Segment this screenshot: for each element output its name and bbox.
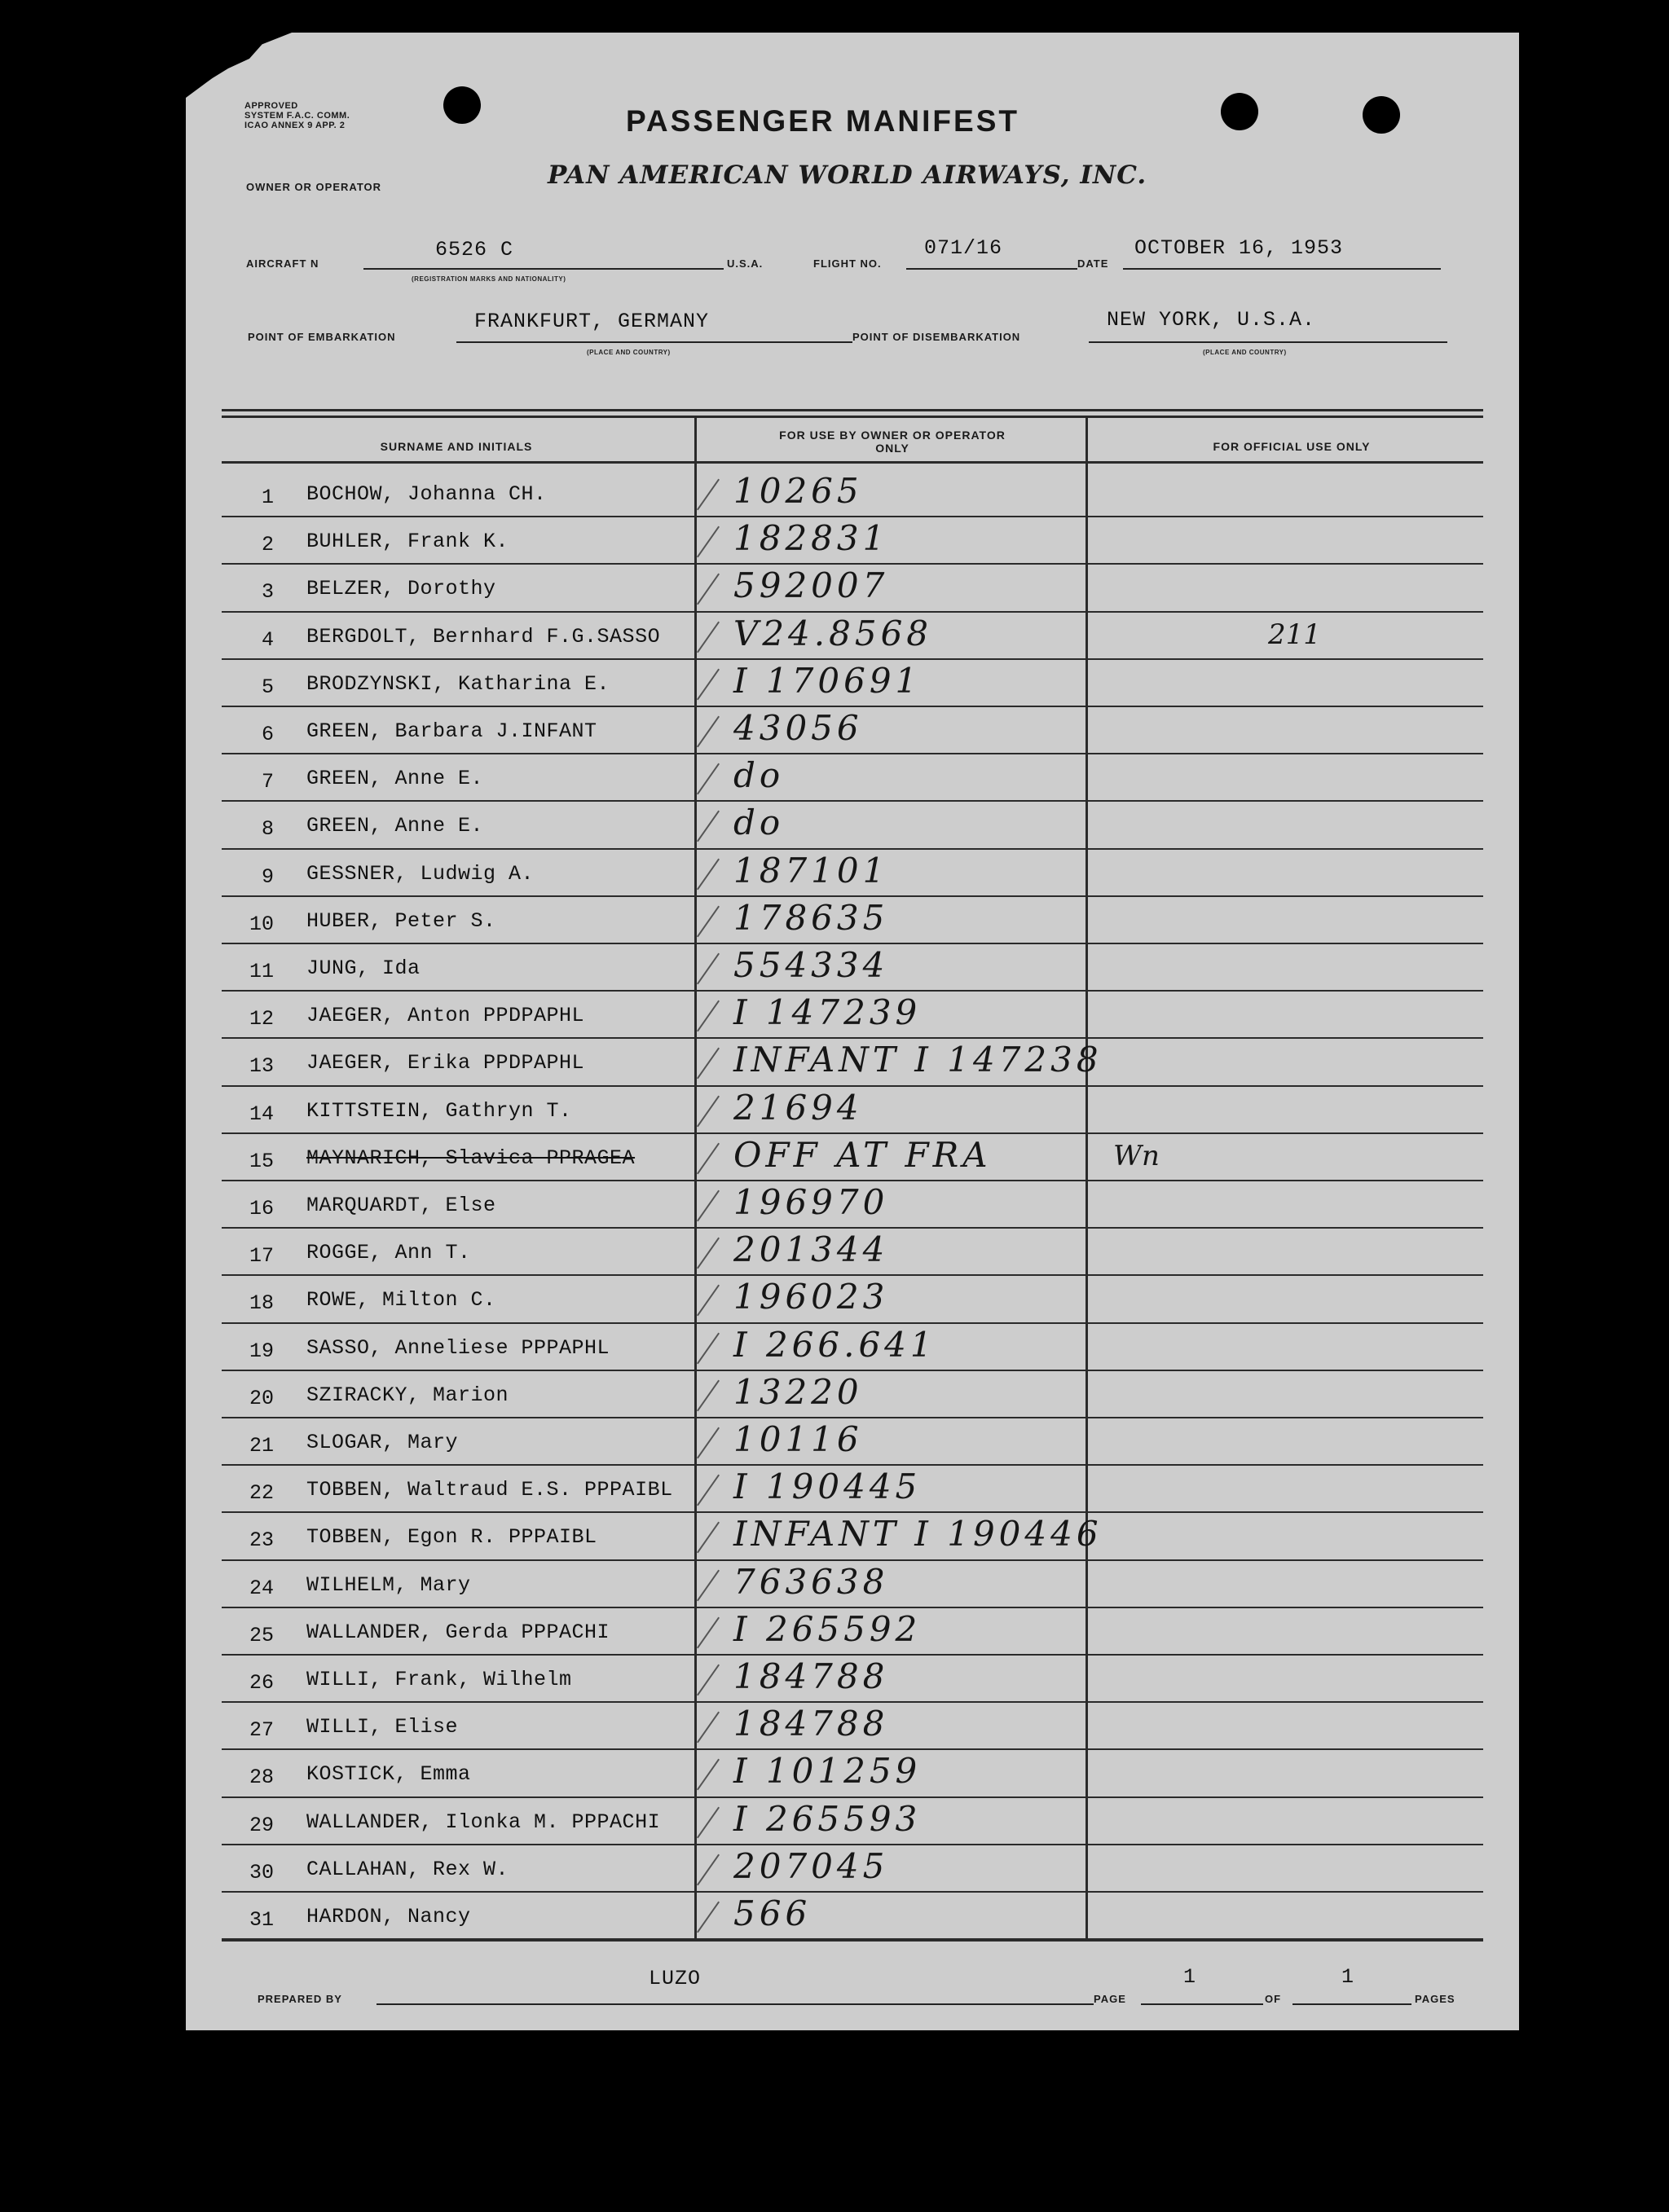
table-top-rule — [222, 409, 1483, 411]
row-number: 2 — [261, 533, 274, 557]
row-rule — [222, 1511, 1483, 1513]
row-number: 29 — [249, 1813, 274, 1837]
date-underline — [1123, 268, 1441, 270]
handwritten-number: 13220 — [733, 1371, 863, 1412]
passenger-name: ROGGE, Ann T. — [306, 1241, 471, 1265]
passenger-name: KITTSTEIN, Gathryn T. — [306, 1098, 572, 1123]
row-number: 16 — [249, 1197, 274, 1220]
row-number: 24 — [249, 1576, 274, 1600]
handwritten-number: I 147239 — [733, 992, 922, 1033]
flight-underline — [906, 268, 1077, 270]
column-divider-2 — [1086, 416, 1088, 1941]
handwritten-number: 10265 — [733, 471, 863, 511]
row-rule — [222, 753, 1483, 754]
official-note: 211 — [1268, 618, 1321, 651]
row-rule — [222, 1796, 1483, 1798]
row-rule — [222, 1748, 1483, 1750]
row-rule — [222, 1132, 1483, 1134]
table-top-rule-2 — [222, 416, 1483, 418]
passenger-name: JAEGER, Anton PPDPAPHL — [306, 1004, 585, 1028]
prepared-value: LUZO — [649, 1967, 702, 1990]
row-rule — [222, 611, 1483, 613]
row-rule — [222, 1322, 1483, 1324]
row-rule — [222, 1464, 1483, 1466]
row-number: 5 — [261, 675, 274, 699]
handwritten-number: 178635 — [733, 897, 889, 938]
flight-value: 071/16 — [924, 236, 1003, 260]
passenger-name: SLOGAR, Mary — [306, 1431, 459, 1454]
aircraft-label: AIRCRAFT N — [246, 257, 319, 270]
passenger-name: BERGDOLT, Bernhard F.G.SASSO — [306, 624, 661, 649]
row-number: 1 — [261, 486, 274, 509]
handwritten-number: I 190445 — [733, 1467, 922, 1507]
row-number: 14 — [249, 1102, 274, 1126]
row-number: 13 — [249, 1054, 274, 1079]
row-rule — [222, 1701, 1483, 1703]
row-rule — [222, 516, 1483, 517]
handwritten-number: 187101 — [733, 850, 889, 891]
date-value: OCTOBER 16, 1953 — [1134, 236, 1344, 260]
row-rule — [222, 1607, 1483, 1608]
row-rule — [222, 563, 1483, 565]
page-title: PASSENGER MANIFEST — [626, 104, 1019, 138]
approval-block — [244, 101, 350, 130]
row-number: 15 — [249, 1149, 274, 1173]
handwritten-number: INFANT I 190446 — [733, 1514, 1103, 1555]
row-number: 20 — [249, 1386, 274, 1410]
disembark-value: NEW YORK, U.S.A. — [1107, 308, 1316, 332]
passenger-name: WALLANDER, Ilonka M. PPPACHI — [306, 1810, 661, 1834]
punch-hole-right-1 — [1221, 93, 1258, 130]
handwritten-number: INFANT I 147238 — [733, 1040, 1103, 1080]
official-note: Wn — [1113, 1139, 1160, 1172]
handwritten-number: 21694 — [733, 1087, 863, 1128]
approval-line: APPROVED — [244, 101, 298, 111]
handwritten-number: 196970 — [733, 1182, 889, 1222]
row-number: 22 — [249, 1481, 274, 1506]
disembark-underline — [1089, 341, 1447, 343]
handwritten-number: 566 — [733, 1893, 812, 1933]
passenger-name: HARDON, Nancy — [306, 1905, 471, 1928]
passenger-name: JAEGER, Erika PPDPAPHL — [306, 1051, 585, 1075]
row-number: 25 — [249, 1623, 274, 1647]
handwritten-number: 207045 — [733, 1845, 889, 1886]
row-number: 19 — [249, 1339, 274, 1363]
disembark-sub: (PLACE AND COUNTRY) — [1203, 349, 1287, 356]
passenger-name: BOCHOW, Johanna CH. — [306, 482, 547, 506]
row-number: 21 — [249, 1434, 274, 1458]
passenger-name: TOBBEN, Waltraud E.S. PPPAIBL — [306, 1478, 673, 1502]
passenger-name: JUNG, Ida — [306, 956, 421, 980]
passenger-name: BELZER, Dorothy — [306, 577, 496, 601]
handwritten-number: 554334 — [733, 945, 889, 985]
handwritten-number: 43056 — [733, 708, 863, 748]
row-number: 28 — [249, 1766, 274, 1790]
aircraft-value: 6526 C — [435, 238, 514, 262]
prepared-underline — [377, 2003, 1094, 2005]
passenger-name: GREEN, Anne E. — [306, 767, 484, 791]
handwritten-number: 592007 — [733, 565, 889, 606]
handwritten-number: I 170691 — [733, 660, 922, 701]
passenger-name: GREEN, Anne E. — [306, 814, 484, 838]
row-number: 7 — [261, 770, 274, 794]
handwritten-number: OFF AT FRA — [733, 1134, 992, 1175]
row-rule — [222, 706, 1483, 707]
handwritten-number: 10116 — [733, 1419, 863, 1459]
passenger-name: GREEN, Barbara J.INFANT — [306, 719, 597, 743]
embark-underline — [456, 341, 852, 343]
passenger-name: ROWE, Milton C. — [306, 1288, 496, 1313]
aircraft-sub: (REGISTRATION MARKS AND NATIONALITY) — [412, 275, 566, 283]
row-number: 8 — [261, 817, 274, 842]
passenger-name: HUBER, Peter S. — [306, 908, 496, 933]
pages-label: PAGES — [1415, 1993, 1455, 2005]
row-rule — [222, 1844, 1483, 1845]
passenger-name: SASSO, Anneliese PPPAPHL — [306, 1335, 610, 1360]
embark-sub: (PLACE AND COUNTRY) — [587, 349, 671, 356]
row-rule — [222, 1891, 1483, 1893]
passenger-name: GESSNER, Ludwig A. — [306, 861, 535, 886]
passenger-name: MARQUARDT, Else — [306, 1194, 496, 1217]
aircraft-underline — [363, 268, 724, 270]
row-rule — [222, 848, 1483, 850]
handwritten-number: 763638 — [733, 1561, 889, 1602]
row-number: 31 — [249, 1908, 274, 1932]
passenger-name: TOBBEN, Egon R. PPPAIBL — [306, 1525, 597, 1550]
punch-hole-right-2 — [1363, 96, 1400, 134]
approval-line: SYSTEM F.A.C. COMM. — [244, 111, 350, 121]
row-number: 27 — [249, 1718, 274, 1743]
column-divider-1 — [694, 416, 697, 1941]
row-number: 11 — [249, 960, 274, 983]
passenger-name: CALLAHAN, Rex W. — [306, 1857, 509, 1881]
table-header-rule — [222, 461, 1483, 464]
passenger-name: WILLI, Elise — [306, 1715, 459, 1739]
passenger-name: WALLANDER, Gerda PPPACHI — [306, 1620, 610, 1644]
handwritten-number: 182831 — [733, 518, 889, 559]
row-rule — [222, 800, 1483, 802]
page-value: 1 — [1183, 1965, 1197, 1989]
handwritten-number: I 101259 — [733, 1751, 922, 1792]
row-number: 26 — [249, 1671, 274, 1695]
passenger-name: SZIRACKY, Marion — [306, 1383, 509, 1407]
row-number: 4 — [261, 627, 274, 652]
handwritten-number: 201344 — [733, 1229, 889, 1270]
embark-label: POINT OF EMBARKATION — [248, 331, 396, 343]
airline-name: PAN AMERICAN WORLD AIRWAYS, INC. — [548, 161, 1147, 190]
row-rule — [222, 943, 1483, 944]
disembark-label: POINT OF DISEMBARKATION — [852, 331, 1021, 343]
row-number: 17 — [249, 1244, 274, 1269]
passenger-name: WILLI, Frank, Wilhelm — [306, 1668, 572, 1691]
passenger-name: BUHLER, Frank K. — [306, 530, 509, 554]
row-number: 3 — [261, 580, 274, 605]
handwritten-number: do — [733, 803, 785, 843]
row-rule — [222, 658, 1483, 660]
row-rule — [222, 1180, 1483, 1181]
row-number: 10 — [249, 912, 274, 936]
row-rule — [222, 1417, 1483, 1418]
of-underline — [1292, 2003, 1411, 2005]
of-value: 1 — [1341, 1965, 1355, 1989]
passenger-name: KOSTICK, Emma — [306, 1762, 471, 1787]
row-rule — [222, 1559, 1483, 1561]
page-label: PAGE — [1094, 1993, 1126, 2005]
row-number: 9 — [261, 864, 274, 889]
of-label: OF — [1265, 1993, 1282, 2005]
passenger-name: MAYNARICH, Slavica PPRAGEA — [306, 1146, 636, 1170]
date-label: DATE — [1077, 257, 1109, 270]
row-number: 30 — [249, 1860, 274, 1884]
column-header-official: FOR OFFICIAL USE ONLY — [1213, 440, 1371, 453]
row-number: 6 — [261, 723, 274, 746]
page-underline — [1141, 2003, 1263, 2005]
passenger-name: WILHELM, Mary — [306, 1572, 471, 1597]
row-rule — [222, 1227, 1483, 1229]
prepared-label: PREPARED BY — [258, 1993, 342, 2005]
row-rule — [222, 1085, 1483, 1087]
row-rule — [222, 990, 1483, 992]
row-number: 23 — [249, 1528, 274, 1553]
handwritten-number: I 265592 — [733, 1608, 922, 1649]
row-number: 12 — [249, 1007, 274, 1031]
embark-value: FRANKFURT, GERMANY — [474, 310, 710, 333]
handwritten-number: 184788 — [733, 1656, 889, 1696]
passenger-name: BRODZYNSKI, Katharina E. — [306, 671, 610, 696]
handwritten-number: V24.8568 — [733, 613, 933, 653]
column-header-name: SURNAME AND INITIALS — [380, 440, 533, 453]
row-rule — [222, 1654, 1483, 1656]
handwritten-number: I 265593 — [733, 1798, 922, 1839]
handwritten-number: 196023 — [733, 1277, 889, 1317]
flight-label: FLIGHT NO. — [813, 257, 882, 270]
row-rule — [222, 895, 1483, 897]
handwritten-number: do — [733, 755, 785, 796]
usa-label: U.S.A. — [727, 257, 764, 270]
row-number: 18 — [249, 1291, 274, 1316]
column-header-owner: FOR USE BY OWNER OR OPERATOR ONLY — [779, 429, 1006, 455]
row-rule — [222, 1938, 1483, 1940]
row-rule — [222, 1037, 1483, 1039]
owner-label: OWNER OR OPERATOR — [246, 181, 382, 193]
row-rule — [222, 1370, 1483, 1371]
approval-line: ICAO ANNEX 9 APP. 2 — [244, 121, 346, 130]
row-rule — [222, 1274, 1483, 1276]
handwritten-number: 184788 — [733, 1704, 889, 1744]
handwritten-number: I 266.641 — [733, 1324, 936, 1365]
punch-hole-left — [443, 86, 481, 124]
